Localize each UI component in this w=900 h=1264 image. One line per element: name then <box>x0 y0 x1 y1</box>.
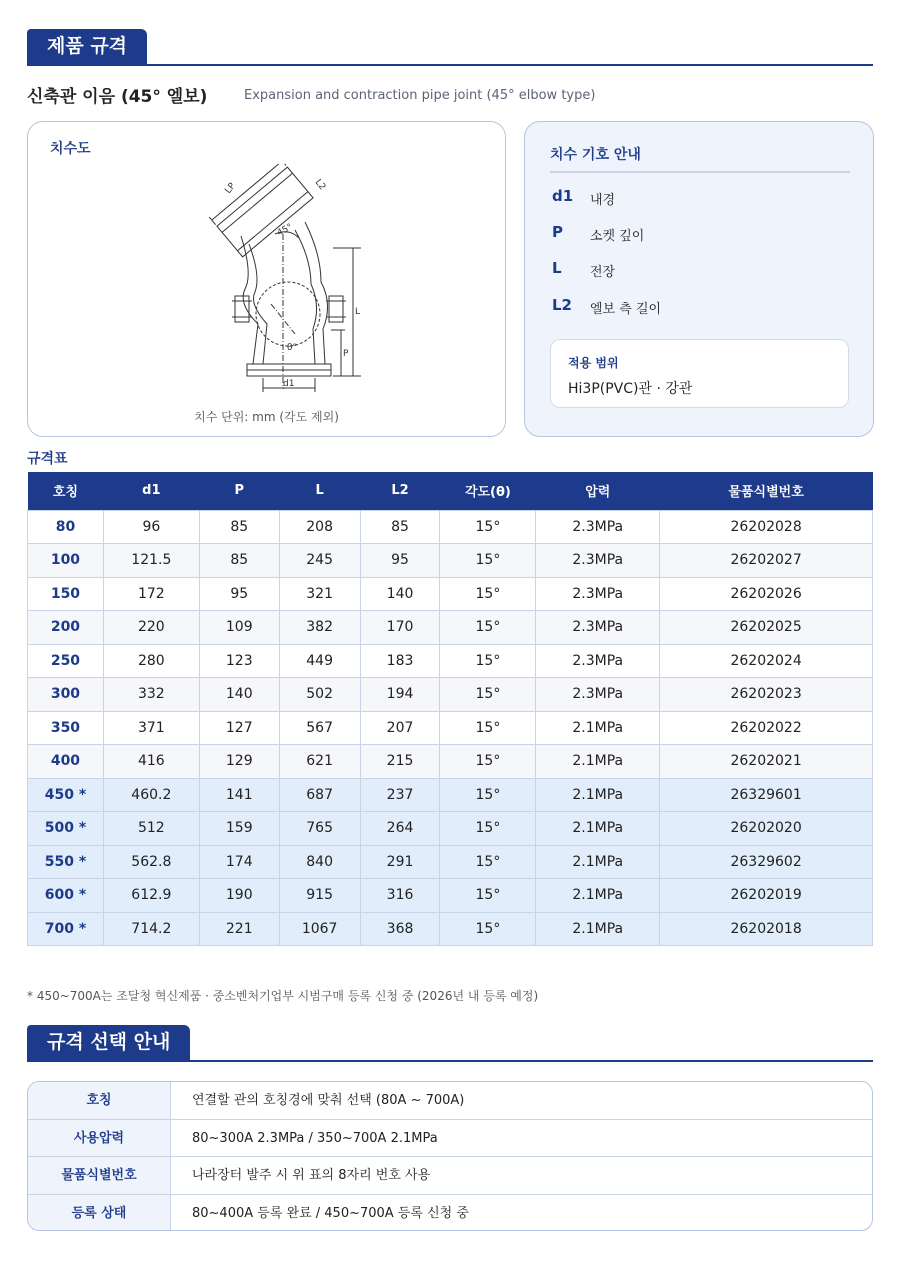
table-cell: 1067 <box>279 912 360 946</box>
dim-theta: θ° <box>287 343 298 353</box>
table-row <box>28 644 873 678</box>
table-cell: 123 <box>199 644 279 678</box>
nominal-size-cell: 80 <box>28 510 104 544</box>
table-cell: 15° <box>440 644 536 678</box>
table-cell: 127 <box>199 711 279 745</box>
table-row <box>28 912 873 946</box>
table-cell: 194 <box>360 678 440 712</box>
table-cell: 95 <box>199 577 279 611</box>
legend-symbol: P <box>552 223 563 241</box>
section-title-spec: 제품 규격 <box>27 29 147 64</box>
spec-table <box>27 472 873 946</box>
scope-label: 적용 범위 <box>568 356 619 370</box>
table-cell: 109 <box>199 611 279 645</box>
table-row <box>28 745 873 779</box>
table-row <box>28 678 873 712</box>
elbow-dimension-drawing <box>183 164 363 396</box>
guide-row <box>28 1120 872 1158</box>
table-cell: 15° <box>440 611 536 645</box>
table-row <box>28 879 873 913</box>
guide-value: 연결할 관의 호칭경에 맞춰 선택 (80A ~ 700A) <box>192 1093 465 1108</box>
table-cell: 2.1MPa <box>536 812 660 846</box>
selection-guide-table <box>27 1081 873 1231</box>
dimension-legend-card <box>524 121 874 437</box>
table-cell: 245 <box>279 544 360 578</box>
table-cell: 26202026 <box>660 577 873 611</box>
legend-title: 치수 기호 안내 <box>550 147 641 163</box>
drawing-card <box>27 121 506 437</box>
table-cell: 368 <box>360 912 440 946</box>
nominal-size-cell: 450 * <box>28 778 104 812</box>
table-cell: 280 <box>103 644 199 678</box>
table-cell: 15° <box>440 912 536 946</box>
nominal-size-cell: 300 <box>28 678 104 712</box>
table-cell: 2.3MPa <box>536 577 660 611</box>
table-cell: 174 <box>199 845 279 879</box>
table-cell: 2.1MPa <box>536 879 660 913</box>
dim-l2: L2 <box>312 177 328 193</box>
header-cell: d1 <box>103 472 199 510</box>
table-cell: 714.2 <box>103 912 199 946</box>
nominal-size-cell: 100 <box>28 544 104 578</box>
table-cell: 512 <box>103 812 199 846</box>
table-cell: 612.9 <box>103 879 199 913</box>
table-cell: 15° <box>440 778 536 812</box>
product-subtitle-en: Expansion and contraction pipe joint (45° elbow type) <box>244 88 596 103</box>
legend-description: 엘보 측 길이 <box>590 302 662 317</box>
table-cell: 26202021 <box>660 745 873 779</box>
table-cell: 416 <box>103 745 199 779</box>
table-cell: 121.5 <box>103 544 199 578</box>
legend-divider <box>550 171 850 173</box>
header-cell: 호칭 <box>28 472 104 510</box>
table-cell: 95 <box>360 544 440 578</box>
table-cell: 183 <box>360 644 440 678</box>
table-cell: 2.3MPa <box>536 644 660 678</box>
footnote: * 450~700A는 조달청 혁신제품 · 중소벤처기업부 시범구매 등록 신청 중 (2026년 내 등록 예정) <box>27 989 539 1003</box>
table-cell: 449 <box>279 644 360 678</box>
table-cell: 140 <box>199 678 279 712</box>
dim-d1: d1 <box>283 379 295 389</box>
table-cell: 15° <box>440 711 536 745</box>
legend-symbol: L2 <box>552 296 572 314</box>
drawing-label: 치수도 <box>50 141 91 157</box>
dim-p: P <box>343 349 349 359</box>
nominal-size-cell: 200 <box>28 611 104 645</box>
table-row <box>28 611 873 645</box>
table-cell: 15° <box>440 544 536 578</box>
table-cell: 26202019 <box>660 879 873 913</box>
table-cell: 96 <box>103 510 199 544</box>
table-cell: 207 <box>360 711 440 745</box>
table-cell: 26202022 <box>660 711 873 745</box>
table-cell: 170 <box>360 611 440 645</box>
header-cell: 물품식별번호 <box>660 472 873 510</box>
table-row <box>28 577 873 611</box>
section-title-guide: 규격 선택 안내 <box>27 1025 190 1060</box>
table-cell: 460.2 <box>103 778 199 812</box>
table-cell: 687 <box>279 778 360 812</box>
table-cell: 2.1MPa <box>536 912 660 946</box>
table-cell: 2.3MPa <box>536 611 660 645</box>
scope-value: Hi3P(PVC)관 · 강관 <box>568 381 693 397</box>
table-cell: 15° <box>440 845 536 879</box>
table-cell: 915 <box>279 879 360 913</box>
table-cell: 562.8 <box>103 845 199 879</box>
table-row <box>28 778 873 812</box>
header-cell: L2 <box>360 472 440 510</box>
table-row <box>28 812 873 846</box>
nominal-size-cell: 500 * <box>28 812 104 846</box>
table-cell: 26202025 <box>660 611 873 645</box>
legend-symbol: L <box>552 259 562 277</box>
table-cell: 141 <box>199 778 279 812</box>
table-cell: 321 <box>279 577 360 611</box>
spec-table-header <box>28 472 873 510</box>
table-row <box>28 711 873 745</box>
table-row <box>28 845 873 879</box>
table-cell: 15° <box>440 812 536 846</box>
table-cell: 221 <box>199 912 279 946</box>
table-cell: 26202023 <box>660 678 873 712</box>
table-cell: 2.3MPa <box>536 510 660 544</box>
nominal-size-cell: 350 <box>28 711 104 745</box>
table-cell: 291 <box>360 845 440 879</box>
application-scope-box <box>550 339 849 408</box>
guide-key: 물품식별번호 <box>28 1157 171 1194</box>
table-cell: 840 <box>279 845 360 879</box>
table-cell: 765 <box>279 812 360 846</box>
legend-description: 소켓 깊이 <box>590 229 645 244</box>
table-cell: 85 <box>199 544 279 578</box>
nominal-size-cell: 400 <box>28 745 104 779</box>
nominal-size-cell: 150 <box>28 577 104 611</box>
table-cell: 621 <box>279 745 360 779</box>
table-cell: 85 <box>360 510 440 544</box>
dim-l: L <box>355 307 361 317</box>
guide-key: 등록 상태 <box>28 1195 171 1232</box>
table-cell: 2.1MPa <box>536 745 660 779</box>
legend-description: 내경 <box>590 193 616 208</box>
table-cell: 2.1MPa <box>536 711 660 745</box>
guide-value: 나라장터 발주 시 위 표의 8자리 번호 사용 <box>192 1168 431 1183</box>
guide-row <box>28 1157 872 1195</box>
nominal-size-cell: 700 * <box>28 912 104 946</box>
table-cell: 215 <box>360 745 440 779</box>
table-cell: 140 <box>360 577 440 611</box>
table-cell: 26202027 <box>660 544 873 578</box>
table-cell: 190 <box>199 879 279 913</box>
table-cell: 26329601 <box>660 778 873 812</box>
table-cell: 85 <box>199 510 279 544</box>
table-cell: 502 <box>279 678 360 712</box>
table-cell: 220 <box>103 611 199 645</box>
table-row <box>28 544 873 578</box>
header-cell: P <box>199 472 279 510</box>
table-cell: 567 <box>279 711 360 745</box>
guide-value: 80~300A 2.3MPa / 350~700A 2.1MPa <box>192 1130 438 1146</box>
spec-table-label: 규격표 <box>27 451 68 467</box>
table-cell: 2.1MPa <box>536 778 660 812</box>
table-cell: 26202018 <box>660 912 873 946</box>
table-cell: 264 <box>360 812 440 846</box>
table-cell: 15° <box>440 577 536 611</box>
table-cell: 316 <box>360 879 440 913</box>
section-header-spec <box>27 29 873 66</box>
table-cell: 26202028 <box>660 510 873 544</box>
table-cell: 2.3MPa <box>536 678 660 712</box>
guide-row <box>28 1082 872 1120</box>
header-cell: 압력 <box>536 472 660 510</box>
table-cell: 15° <box>440 510 536 544</box>
table-row <box>28 510 873 544</box>
section-header-guide <box>27 1025 873 1062</box>
table-cell: 172 <box>103 577 199 611</box>
table-cell: 332 <box>103 678 199 712</box>
header-cell: L <box>279 472 360 510</box>
product-title: 신축관 이음 (45° 엘보) <box>27 87 208 107</box>
table-cell: 129 <box>199 745 279 779</box>
guide-key: 사용압력 <box>28 1120 171 1157</box>
nominal-size-cell: 550 * <box>28 845 104 879</box>
table-cell: 371 <box>103 711 199 745</box>
table-cell: 26329602 <box>660 845 873 879</box>
table-cell: 26202020 <box>660 812 873 846</box>
table-cell: 208 <box>279 510 360 544</box>
table-cell: 2.3MPa <box>536 544 660 578</box>
table-cell: 237 <box>360 778 440 812</box>
nominal-size-cell: 250 <box>28 644 104 678</box>
legend-symbol: d1 <box>552 187 574 205</box>
guide-row <box>28 1195 872 1232</box>
table-cell: 15° <box>440 678 536 712</box>
table-cell: 159 <box>199 812 279 846</box>
dim-lp: LP <box>223 181 238 196</box>
table-cell: 2.1MPa <box>536 845 660 879</box>
drawing-unit-note: 치수 단위: mm (각도 제외) <box>194 410 339 424</box>
table-cell: 26202024 <box>660 644 873 678</box>
header-cell: 각도(θ) <box>440 472 536 510</box>
table-cell: 15° <box>440 879 536 913</box>
guide-value: 80~400A 등록 완료 / 450~700A 등록 신청 중 <box>192 1205 469 1221</box>
table-cell: 382 <box>279 611 360 645</box>
table-cell: 15° <box>440 745 536 779</box>
nominal-size-cell: 600 * <box>28 879 104 913</box>
legend-description: 전장 <box>590 265 616 280</box>
dim-45: 45° <box>275 222 295 239</box>
guide-key: 호칭 <box>28 1082 171 1119</box>
